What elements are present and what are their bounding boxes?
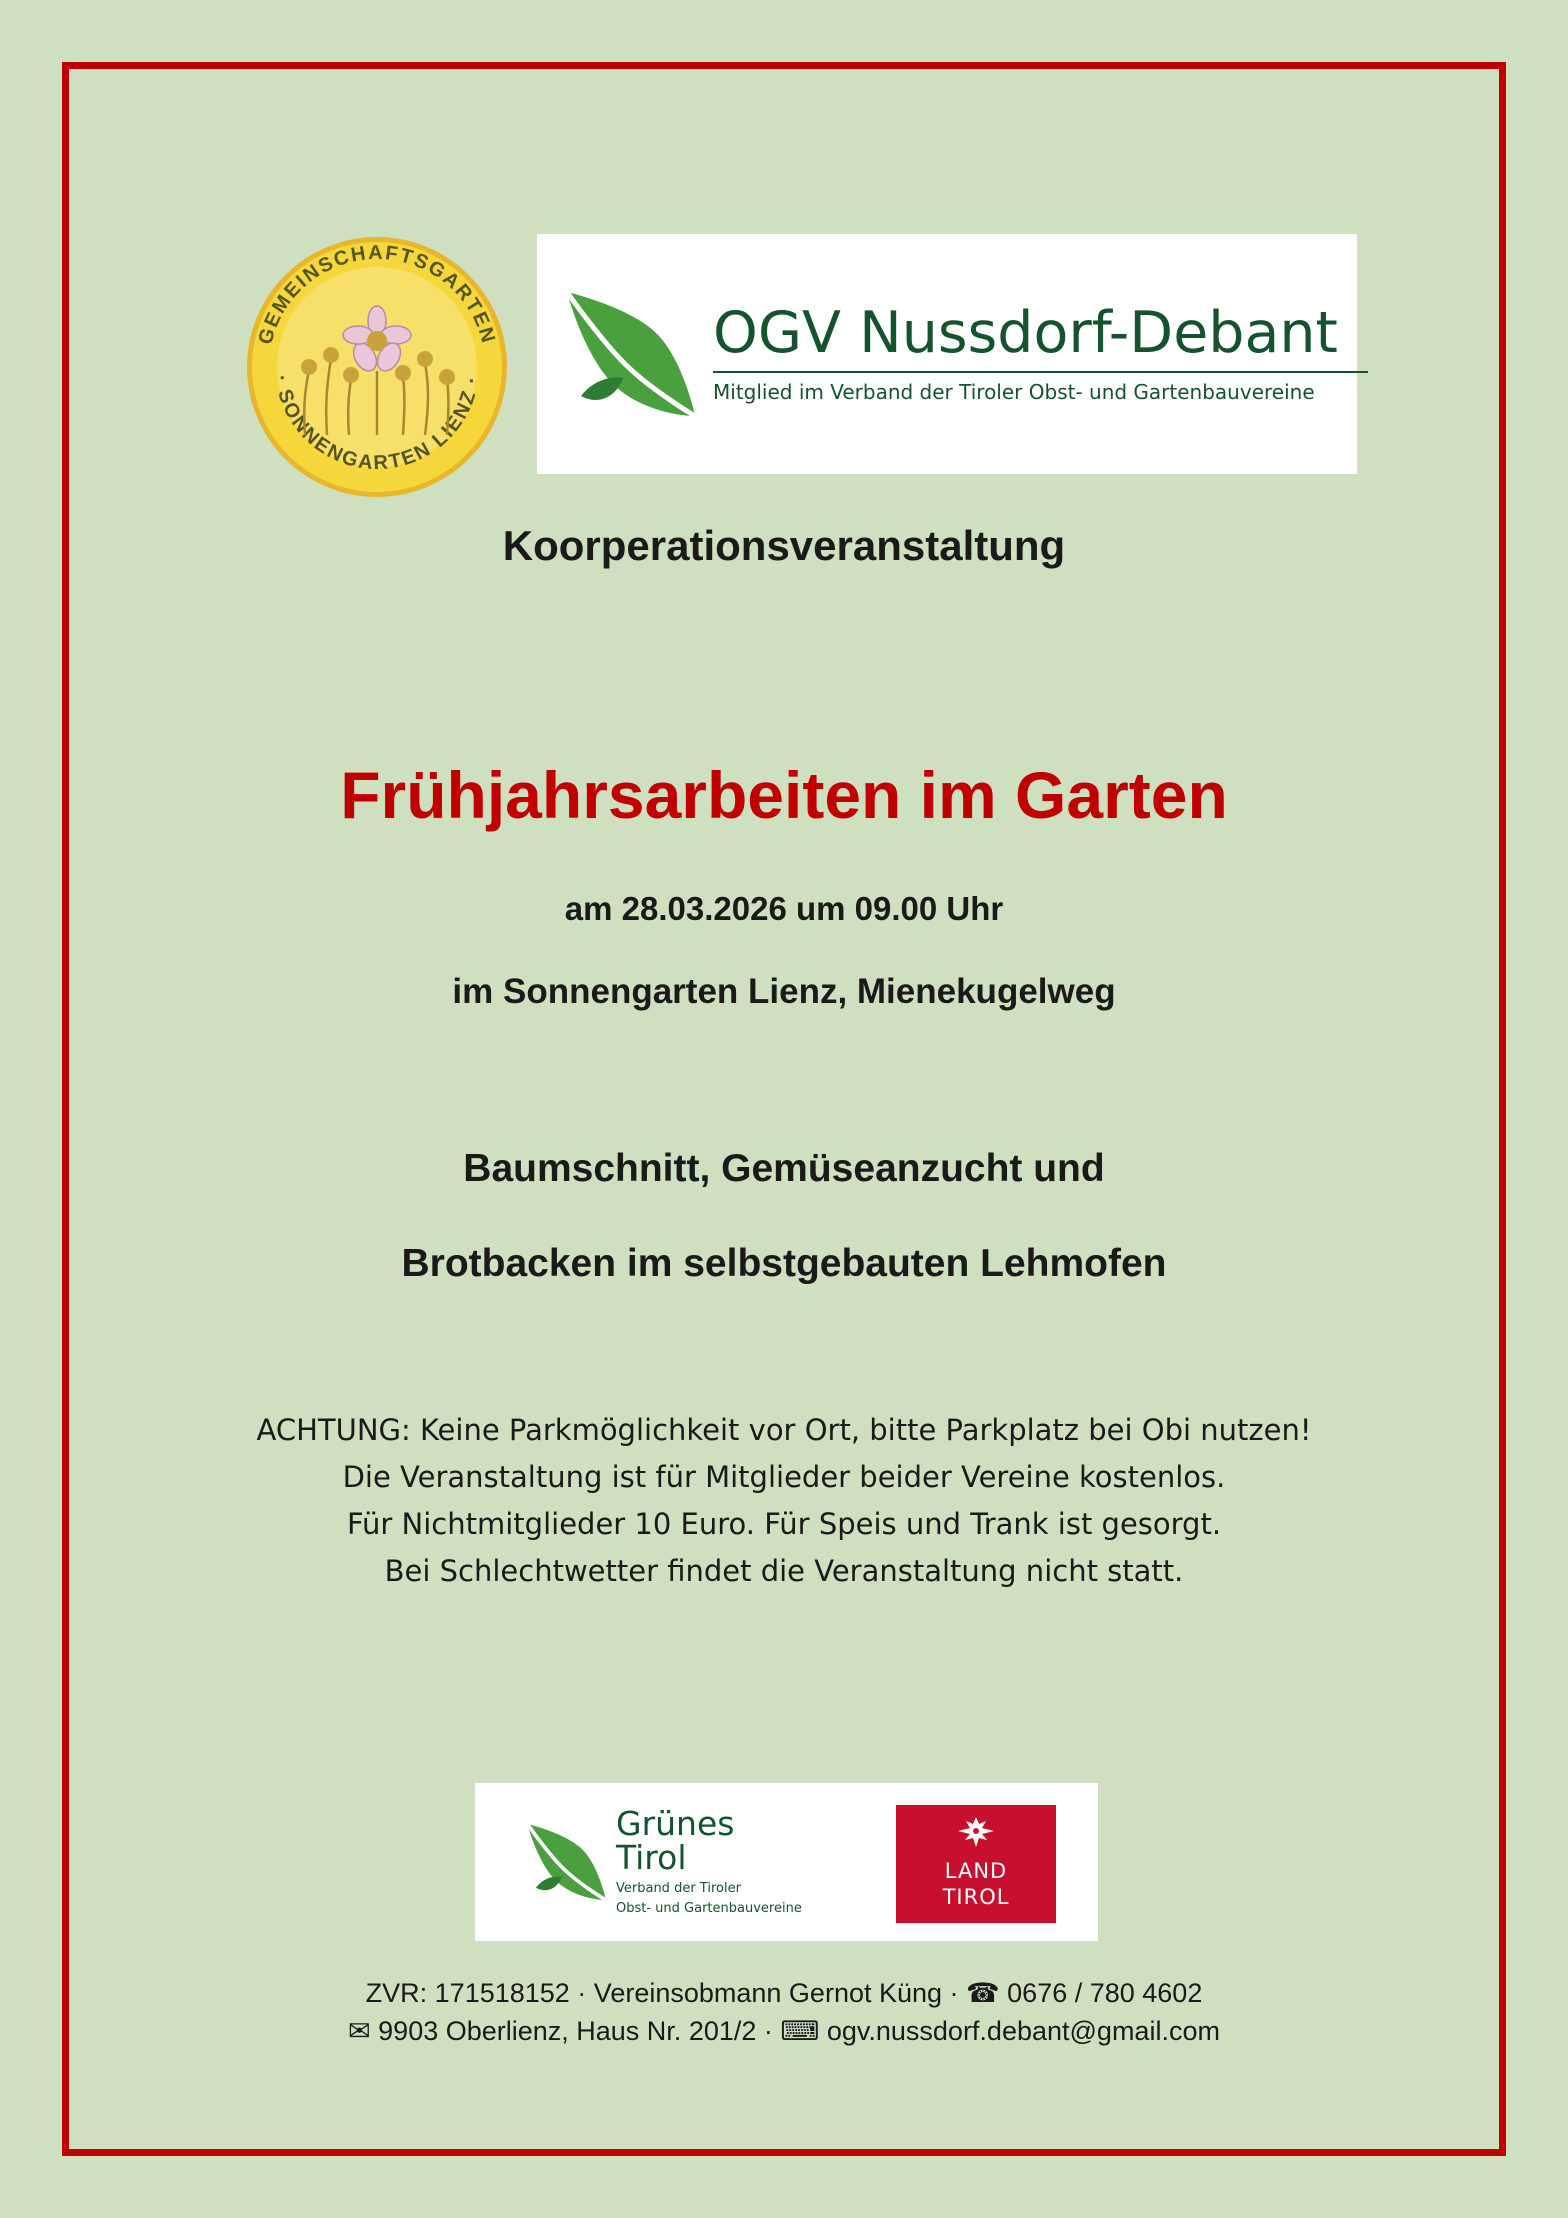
gruenes-tirol-name-line-2: Tirol xyxy=(616,1838,687,1878)
kooperation-label: Koorperationsveranstaltung xyxy=(502,522,1066,569)
poster-headline: Frühjahrsarbeiten im Garten xyxy=(340,758,1228,832)
land-tirol-line-2: TIROL xyxy=(942,1884,1010,1909)
event-date: am 28.03.2026 um 09.00 Uhr xyxy=(564,890,1004,927)
svg-text:GEMEINSCHAFTSGARTEN: GEMEINSCHAFTSGARTEN xyxy=(254,241,500,347)
gruenes-tirol-logo xyxy=(520,1804,802,1917)
poster-content xyxy=(62,62,1506,2156)
event-topic-line-2: Brotbacken im selbstgebauten Lehmofen xyxy=(401,1242,1167,1285)
land-tirol-logo xyxy=(896,1805,1056,1923)
ogv-title: OGV Nussdorf-Debant xyxy=(713,300,1338,367)
gruenes-tirol-sub-line-1: Verband der Tiroler xyxy=(616,1880,741,1896)
flower-illustration-icon xyxy=(289,297,465,437)
footer-contact xyxy=(62,1974,1506,2051)
tirol-eagle-icon xyxy=(954,1813,998,1857)
gruenes-tirol-text xyxy=(616,1804,802,1917)
ogv-text-column xyxy=(713,300,1368,404)
land-tirol-line-1: LAND xyxy=(944,1859,1008,1883)
ogv-divider xyxy=(713,371,1368,373)
note-line: Die Veranstaltung ist für Mitglieder beider Vereine kostenlos. xyxy=(342,1459,1226,1494)
footer-line-1: ZVR: 171518152 · Vereinsobmann Gernot Küng · ☎ 0676 / 780 4602 xyxy=(365,1978,1203,2008)
sonnengarten-lienz-logo xyxy=(247,237,507,497)
ogv-logo xyxy=(537,234,1357,474)
event-notes xyxy=(62,1407,1506,1595)
gruenes-tirol-name-line-1: Grünes xyxy=(616,1804,735,1844)
gruenes-tirol-sub-line-2: Obst- und Gartenbauvereine xyxy=(616,1901,802,1917)
note-line: Bei Schlechtwetter findet die Veranstaltung nicht statt. xyxy=(384,1553,1184,1588)
event-location: im Sonnengarten Lienz, Mienekugelweg xyxy=(452,972,1116,1011)
event-topic-line-1: Baumschnitt, Gemüseanzucht und xyxy=(463,1147,1105,1190)
footer-line-2: ✉ 9903 Oberlienz, Haus Nr. 201/2 · ⌨ ogv.nussdorf.debant@gmail.com xyxy=(348,2016,1220,2047)
ogv-subtitle: Mitglied im Verband der Tiroler Obst- und Gartenbauvereine xyxy=(713,379,1315,404)
svg-text:· SONNENGARTEN LIENZ ·: · SONNENGARTEN LIENZ · xyxy=(270,373,484,475)
ogv-leaf-icon xyxy=(555,284,705,424)
note-line: ACHTUNG: Keine Parkmöglichkeit vor Ort, bitte Parkplatz bei Obi nutzen! xyxy=(256,1413,1312,1447)
logo-row xyxy=(182,172,1402,475)
sponsor-logo-box xyxy=(474,1782,1099,1942)
note-line: Für Nichtmitglieder 10 Euro. Für Speis und Trank ist gesorgt. xyxy=(346,1506,1222,1541)
gruenes-tirol-leaf-icon xyxy=(520,1819,612,1905)
